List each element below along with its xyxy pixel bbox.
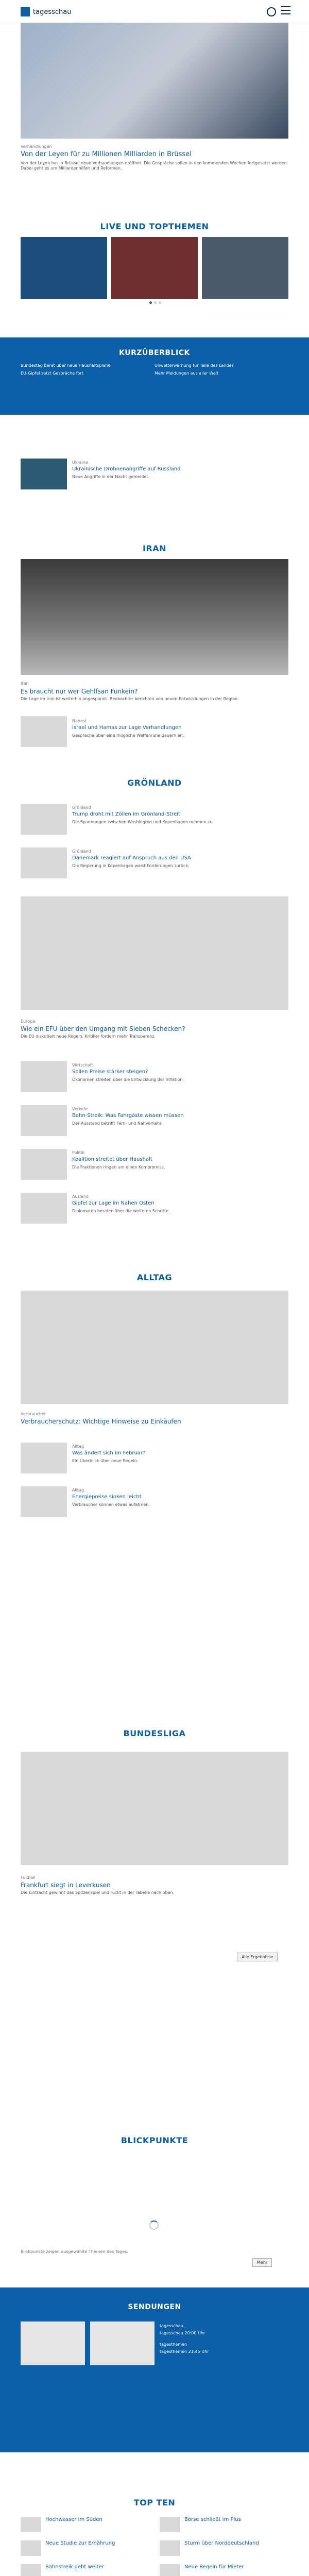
topten-title[interactable]: Hochwasser im Süden xyxy=(45,2517,102,2522)
groenland-title[interactable]: Dänemark reagiert auf Anspruch aus den USA xyxy=(72,855,191,861)
carousel-dots xyxy=(149,301,161,304)
iran-headline[interactable]: Es braucht nur wer Gehlfsan Funkein? xyxy=(21,688,138,695)
bundesliga-all-results-button[interactable]: Alle Ergebnisse xyxy=(237,1953,278,1961)
ukraine-card-text: Neue Angriffe in der Nacht gemeldet. xyxy=(72,474,149,479)
topten-left xyxy=(21,2517,149,2576)
europa-text: Die EU diskutiert neue Regeln. Kritiker fordern mehr Transparenz. xyxy=(21,1034,156,1039)
groenland-thumb[interactable] xyxy=(21,804,67,835)
sendung-kicker: tagesthemen xyxy=(160,2342,187,2347)
section-title-alltag: ALLTAG xyxy=(136,1273,173,1282)
section-title-topten: TOP TEN xyxy=(133,2498,176,2507)
list-kicker: Wirtschaft xyxy=(72,1063,93,1067)
site-header xyxy=(0,0,309,23)
alltag-item-kicker: Alltag xyxy=(72,1488,84,1493)
groenland-text: Die Regierung in Kopenhagen weist Forderungen zurück. xyxy=(72,863,190,868)
groenland-kicker: Grönland xyxy=(72,849,91,854)
section-title-kurz: KURZÜBERBLICK xyxy=(119,349,190,357)
section-title-groenland: GRÖNLAND xyxy=(127,778,182,788)
hero-kicker: Verhandlungen xyxy=(21,144,52,149)
nahost-thumb[interactable] xyxy=(21,716,67,747)
topten-thumb[interactable] xyxy=(160,2564,180,2576)
bundesliga-image[interactable] xyxy=(21,1752,288,1865)
alltag-item-title[interactable]: Was ändert sich im Februar? xyxy=(72,1450,146,1456)
list-thumb[interactable] xyxy=(21,1149,67,1180)
alltag-headline[interactable]: Verbraucherschutz: Wichtige Hinweise zu Einkäufen xyxy=(21,1418,181,1425)
sendung-tile[interactable] xyxy=(21,2321,85,2365)
list-kicker: Ausland xyxy=(72,1194,89,1199)
section-title-live: LIVE UND TOPTHEMEN xyxy=(100,222,209,231)
list-text: Ökonomen streiten über die Entwicklung der Inflation. xyxy=(72,1077,184,1082)
menu-icon[interactable] xyxy=(281,6,290,14)
kurz-item[interactable]: EU-Gipfel setzt Gespräche fort xyxy=(21,371,83,376)
list-thumb[interactable] xyxy=(21,1193,67,1224)
live-row xyxy=(21,237,288,299)
list-thumb[interactable] xyxy=(21,1105,67,1136)
topten-thumb[interactable] xyxy=(160,2517,180,2532)
alltag-thumb[interactable] xyxy=(21,1486,67,1517)
list-title[interactable]: Bahn-Streik: Was Fahrgäste wissen müssen xyxy=(72,1113,184,1118)
brand-logo[interactable] xyxy=(21,7,71,16)
alltag-thumb[interactable] xyxy=(21,1443,67,1473)
topten-title[interactable]: Sturm über Norddeutschland xyxy=(184,2540,259,2546)
topten-thumb[interactable] xyxy=(21,2517,41,2532)
groenland-kicker: Grönland xyxy=(72,805,91,810)
sendung-kicker: tagesschau xyxy=(160,2324,183,2328)
ukraine-card-kicker: Ukraine xyxy=(72,460,88,465)
brand-name: tagesschau xyxy=(33,8,72,16)
section-title-sendungen: SENDUNGEN xyxy=(128,2303,181,2311)
list-text: Der Ausstand betrifft Fern- und Nahverkehr. xyxy=(72,1121,163,1126)
list-title[interactable]: Gipfel zur Lage im Nahen Osten xyxy=(72,1200,154,1206)
topten-thumb[interactable] xyxy=(160,2540,180,2556)
topthema-tile[interactable] xyxy=(111,237,198,299)
iran-image[interactable] xyxy=(21,559,288,675)
kurz-item[interactable]: Bundestag berät über neue Haushaltspläne xyxy=(21,363,111,368)
ukraine-card-thumb[interactable] xyxy=(21,459,67,489)
kurz-list xyxy=(21,363,288,376)
iran-text: Die Lage im Iran ist weiterhin angespannt. Beobachter berichten von neuen Entwicklungen in der Region. xyxy=(21,697,239,701)
list-thumb[interactable] xyxy=(21,1061,67,1092)
topthema-tile[interactable] xyxy=(202,237,288,299)
topten-right xyxy=(160,2517,288,2576)
europa-kicker: Europa xyxy=(21,1019,36,1024)
list-title[interactable]: Sollen Preise stärker steigen? xyxy=(72,1069,148,1075)
iran-kicker: Iran xyxy=(21,681,29,686)
bundesliga-headline[interactable]: Frankfurt siegt in Leverkusen xyxy=(21,1882,111,1889)
topten-thumb[interactable] xyxy=(21,2564,41,2576)
list-kicker: Politik xyxy=(72,1150,84,1155)
topten-title[interactable]: Bahnstreik geht weiter xyxy=(45,2564,104,2570)
section-title-blickpunkte: BLICKPUNKTE xyxy=(121,2136,188,2145)
section-title-iran: IRAN xyxy=(142,544,167,553)
list-kicker: Verkehr xyxy=(72,1107,88,1111)
list-text: Die Fraktionen ringen um einen Kompromiss. xyxy=(72,1165,165,1170)
topten-title[interactable]: Neue Studie zur Ernährung xyxy=(45,2540,115,2546)
alltag-image[interactable] xyxy=(21,1291,288,1404)
nahost-kicker: Nahost xyxy=(72,719,87,723)
kurz-item[interactable]: Unwetterwarnung für Teile des Landes xyxy=(154,363,234,368)
groenland-thumb[interactable] xyxy=(21,848,67,878)
ad-placeholder xyxy=(21,896,288,1010)
alltag-item-title[interactable]: Energiepreise sinken leicht xyxy=(72,1494,142,1500)
europa-title[interactable]: Wie ein EFU über den Umgang mit Sieben Schecken? xyxy=(21,1025,185,1032)
hero-title[interactable]: Von der Leyen für zu Millionen Milliarden in Brüssel xyxy=(21,150,192,158)
nahost-text: Gespräche über eine mögliche Waffenruhe dauern an. xyxy=(72,733,184,738)
bundesliga-kicker: Fußball xyxy=(21,1875,36,1880)
hero-teaser: Von der Leyen hat in Brüssel neue Verhandlungen eröffnet. Die Gespräche sollen in den kommenden Wochen fortgesetzt werden. Dabei geht es um Milliardenhilfen und Reformen. xyxy=(21,161,288,171)
topten-title[interactable]: Börse schließt im Plus xyxy=(184,2517,241,2522)
groenland-title[interactable]: Trump droht mit Zöllen im Grönland-Streit xyxy=(72,811,180,817)
kurz-item[interactable]: Mehr Meldungen aus aller Welt xyxy=(154,371,219,376)
search-icon[interactable] xyxy=(267,7,276,16)
nahost-title[interactable]: Israel und Hamas zur Lage Verhandlungen xyxy=(72,725,182,731)
hero-image[interactable] xyxy=(21,23,288,139)
sendung-title[interactable]: tagesthemen 21:45 Uhr xyxy=(160,2349,209,2354)
sendung-tile[interactable] xyxy=(90,2321,154,2365)
alltag-kicker: Verbraucher xyxy=(21,1412,46,1416)
list-title[interactable]: Koalition streitet über Haushalt xyxy=(72,1157,152,1162)
list-text: Diplomaten beraten über die weiteren Schritte. xyxy=(72,1209,170,1213)
section-title-bundesliga: BUNDESLIGA xyxy=(123,1728,186,1738)
blickpunkte-footnote: Blickpunkte zeigen ausgewählte Themen des Tages. xyxy=(21,2249,128,2254)
tagesschau-logo-icon xyxy=(21,7,30,16)
alltag-item-kicker: Alltag xyxy=(72,1444,84,1449)
topten-title[interactable]: Neue Regeln für Mieter xyxy=(184,2564,244,2570)
bundesliga-text: Die Eintracht gewinnt das Spitzenspiel und rückt in der Tabelle nach oben. xyxy=(21,1890,175,1895)
loading-spinner xyxy=(149,2221,159,2230)
alltag-item-text: Ein Überblick über neue Regeln. xyxy=(72,1459,139,1463)
topten-thumb[interactable] xyxy=(21,2540,41,2556)
blickpunkte-more-button[interactable]: Mehr xyxy=(252,2258,272,2267)
groenland-text: Die Spannungen zwischen Washington und Kopenhagen nehmen zu. xyxy=(72,820,214,824)
ukraine-card-title[interactable]: Ukrainische Drohnenangriffe auf Russland xyxy=(72,466,181,472)
alltag-item-text: Verbraucher können etwas aufatmen. xyxy=(72,1502,150,1507)
sendung-title[interactable]: tagesschau 20:00 Uhr xyxy=(160,2331,205,2335)
live-tile[interactable] xyxy=(21,237,107,299)
sendungen-panel xyxy=(0,2287,309,2452)
